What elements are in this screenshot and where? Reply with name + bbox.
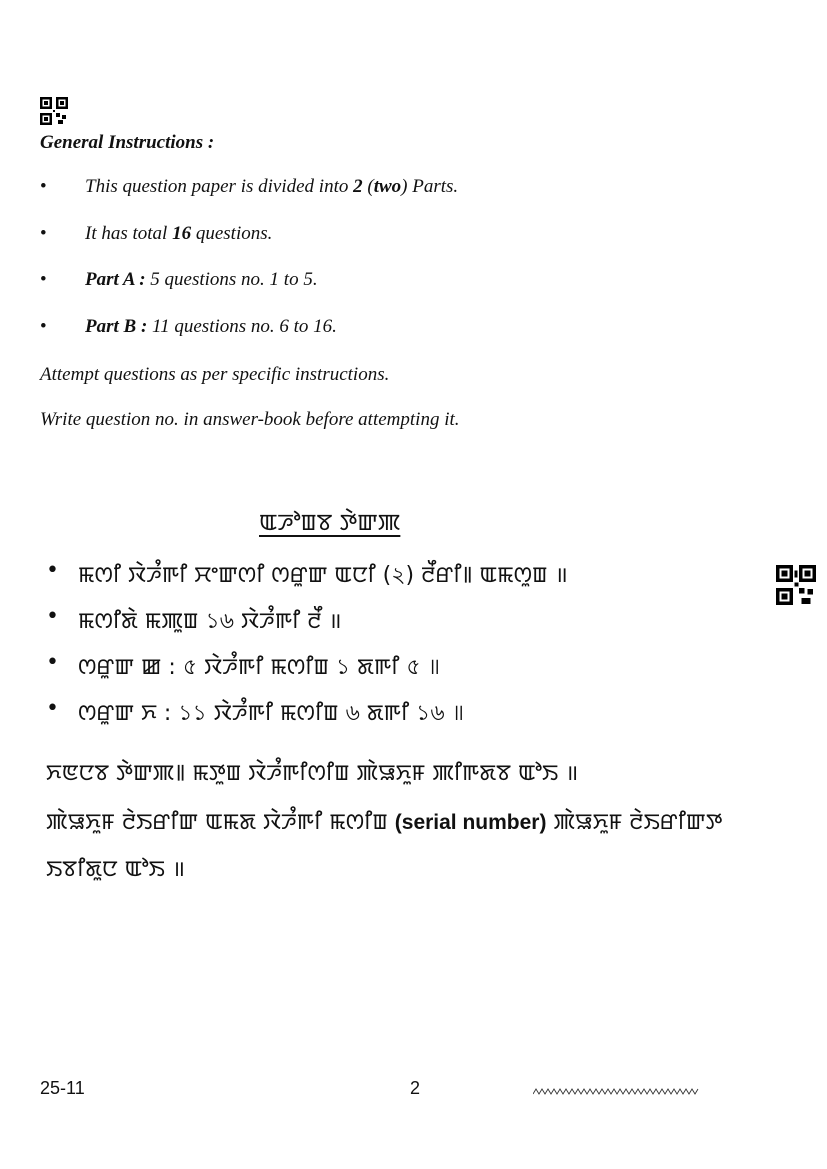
bullet-icon: •: [40, 222, 47, 244]
manipuri-write-line-end: ꯏꯕꯤꯗꯨꯅ ꯑꯣꯏ ॥: [46, 857, 185, 882]
bullet-icon: •: [46, 558, 59, 583]
bullet-icon: •: [46, 604, 59, 629]
bullet-icon: •: [40, 176, 47, 197]
bullet-icon: •: [46, 650, 59, 675]
manipuri-attempt-line: ꯈꯟꯅꯕ ꯇꯥꯛꯄ꯫ ꯃꯇꯨꯡ ꯋꯥꯍꯪꯒꯤꯁꯤꯡ ꯄꯥꯎꯈꯨꯝ ꯄꯤꯒꯗꯕ ꯑꯣꯏ ॥: [46, 761, 579, 786]
write-instruction: Write question no. in answer-book before attempting it.: [40, 409, 460, 430]
bullet-icon: •: [40, 269, 47, 290]
manipuri-write-line: ꯄꯥꯎꯈꯨꯝ ꯂꯥꯏꯔꯤꯛ ꯑꯃꯗ ꯋꯥꯍꯪꯒꯤ ꯃꯁꯤꯡ (serial number) ꯄꯥꯎꯈꯨꯝ ꯂꯥꯏꯔꯤꯛꯇ: [46, 810, 723, 835]
manipuri-title: ꯑꯍꯣꯡꯕ ꯇꯥꯛꯄ: [259, 510, 401, 536]
bullet-icon: •: [40, 315, 47, 337]
paper-code: 25-11: [40, 1078, 85, 1098]
attempt-instruction: Attempt questions as per specific instructions.: [40, 364, 390, 385]
wavy-line-icon: [533, 1082, 699, 1101]
page-number: 2: [410, 1078, 421, 1098]
qr-code-icon: [776, 565, 816, 605]
general-instructions-heading: General Instructions :: [40, 132, 215, 153]
qr-code-icon: [40, 97, 68, 125]
bullet-icon: •: [46, 696, 59, 721]
